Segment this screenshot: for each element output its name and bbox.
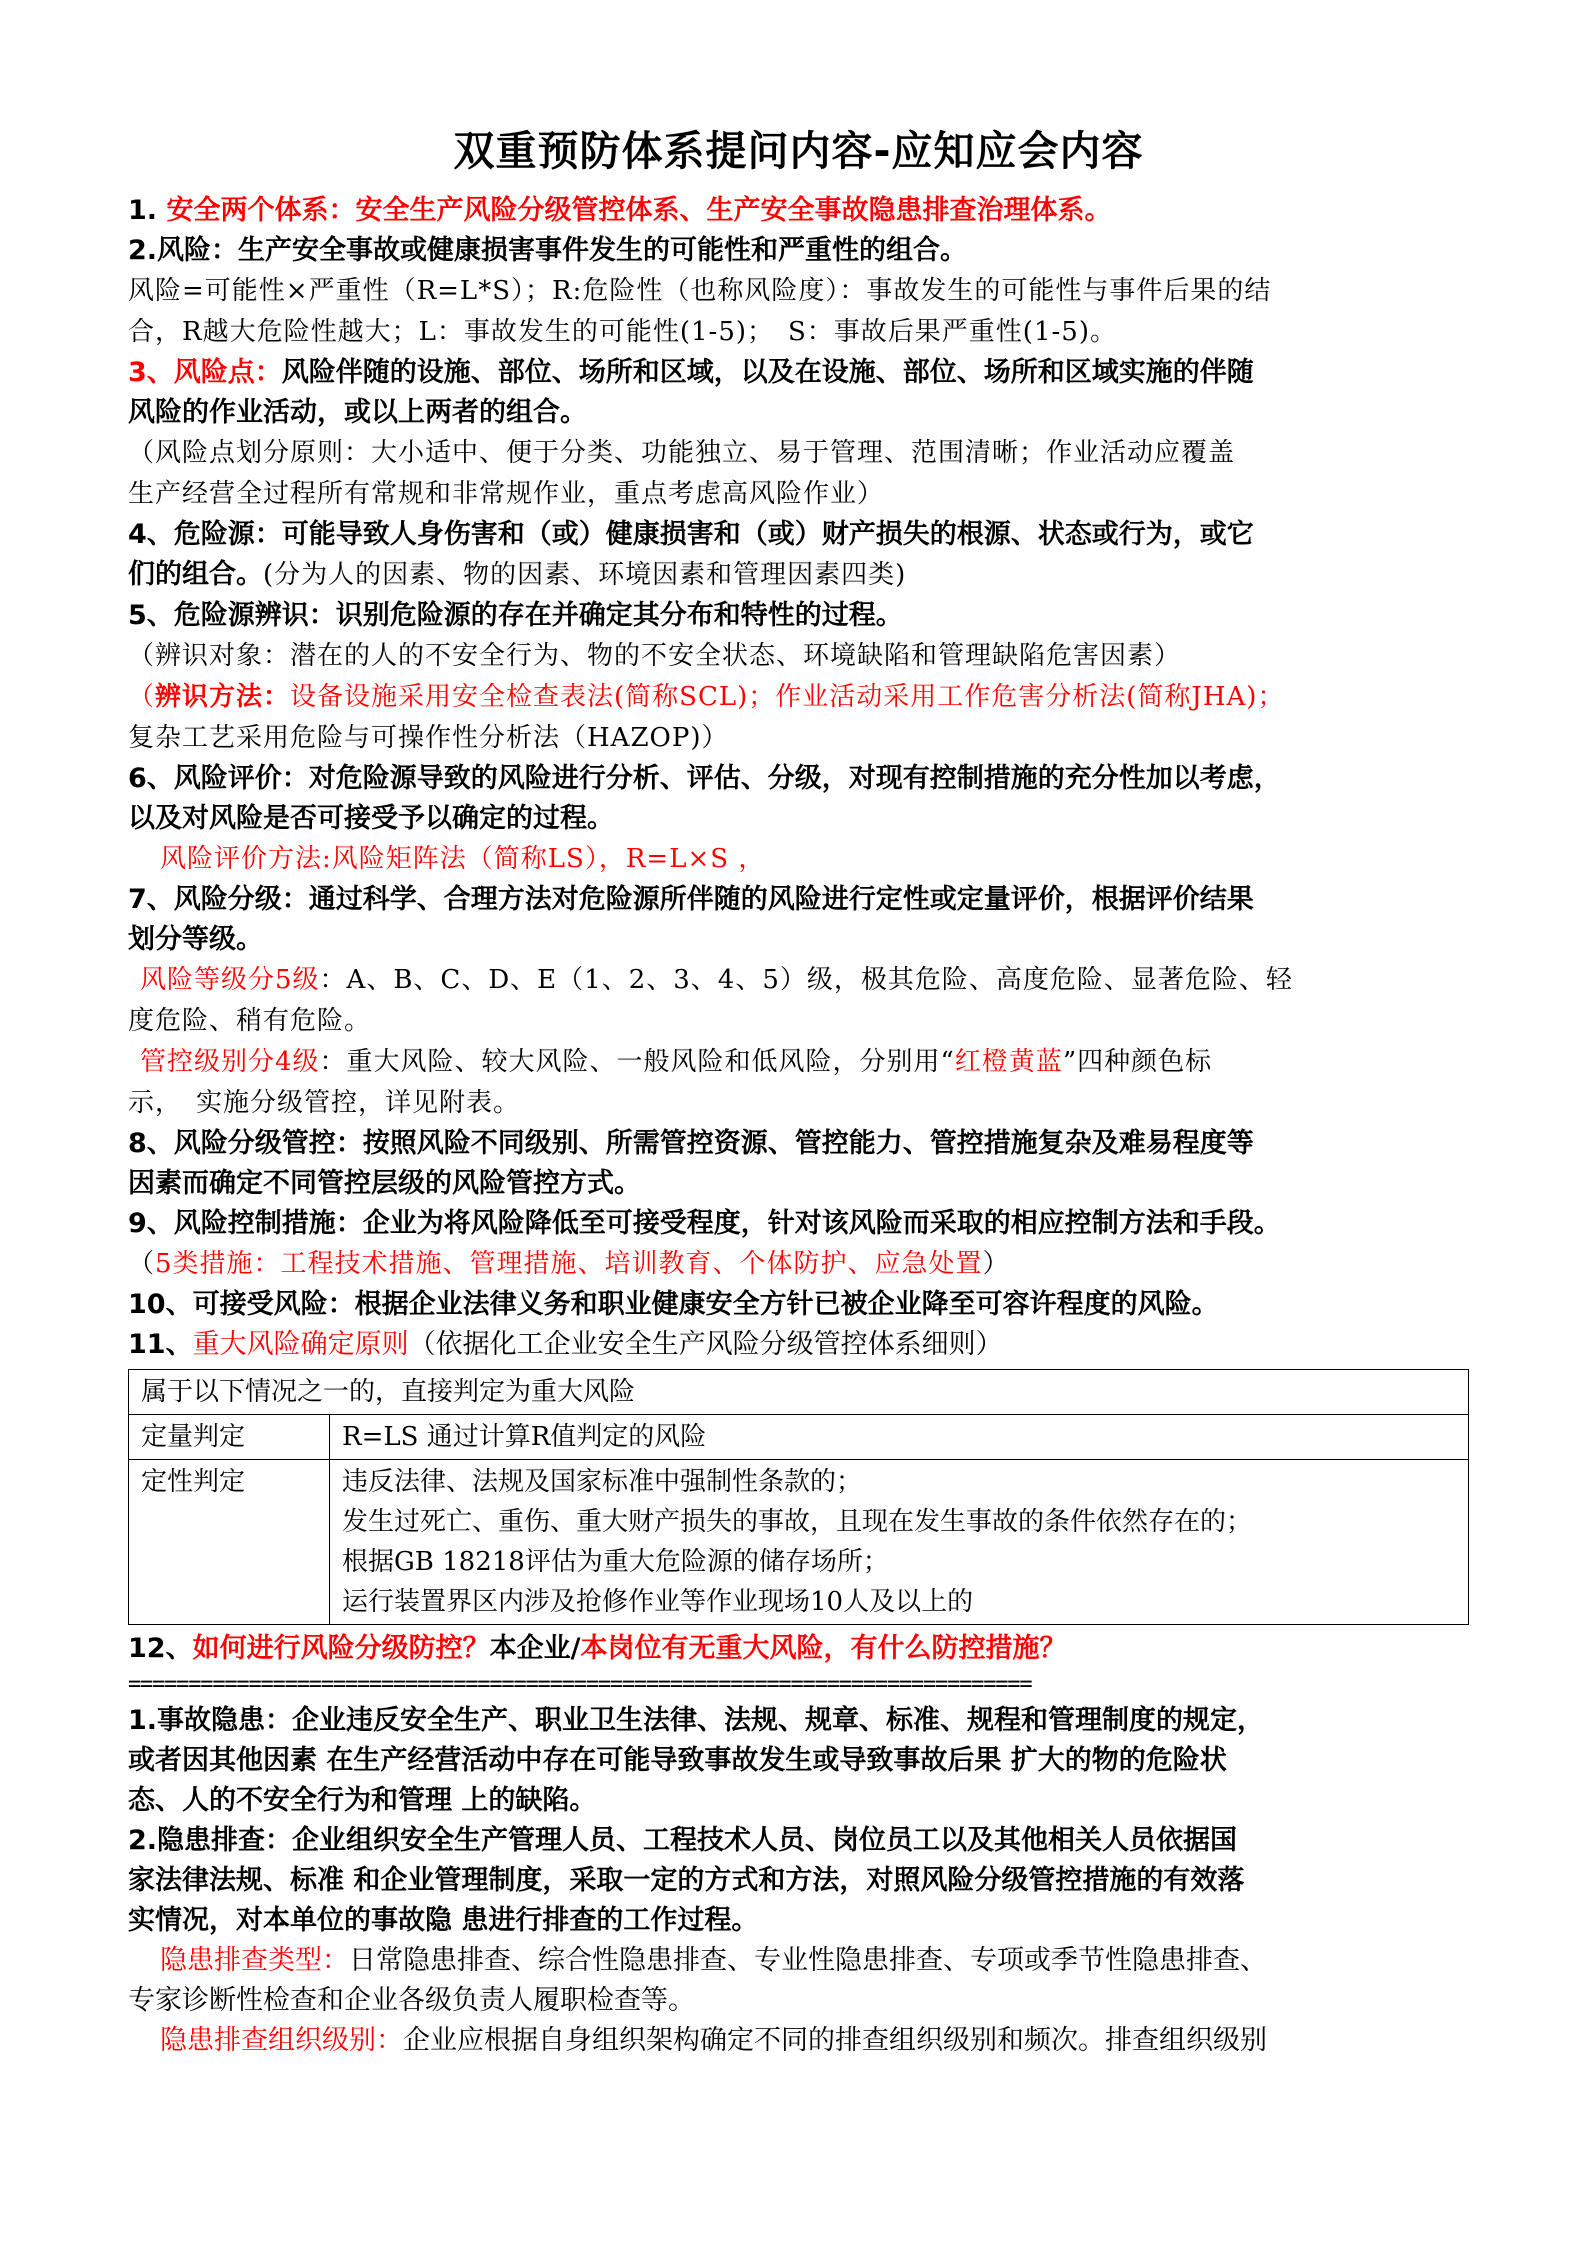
hazard-1-line-2: 或者因其他因素 在生产经营活动中存在可能导致事故发生或导致事故后果 扩大的物的危险状 [128, 1745, 1227, 1776]
hazard-2-line-1: 2.隐患排查：企业组织安全生产管理人员、工程技术人员、岗位员工以及其他相关人员依据国 [128, 1825, 1238, 1856]
hazard-2-line-2: 家法律法规、标准 和企业管理制度，采取一定的方式和方法，对照风险分级管控措施的有效落 [128, 1865, 1245, 1896]
item-12 [128, 1629, 1469, 1669]
item-7-control-line-2: 示， 实施分级管控，详见附表。 [128, 1088, 521, 1118]
table-header: 属于以下情况之一的，直接判定为重大风险 [129, 1370, 1469, 1415]
section-separator: =========================================================================== [128, 1672, 1032, 1697]
item-6-line-1: 6、风险评价：对危险源导致的风险进行分析、评估、分级，对现有控制措施的充分性加以考虑， [128, 763, 1281, 794]
item-2-heading: 2.风险：生产安全事故或健康损害事件发生的可能性和严重性的组合。 [128, 235, 968, 266]
item-9-close: ） [982, 1249, 1010, 1279]
item-7-control-label: 管控级别分4级 [140, 1047, 320, 1077]
item-9-open: （ [128, 1249, 156, 1279]
item-7-grades-text: ：A、B、C、D、E（1、2、3、4、5）级，极其危险、高度危险、显著危险、轻 [319, 965, 1293, 995]
item-12-num: 12、 [128, 1633, 193, 1664]
major-risk-table [128, 1369, 1469, 1625]
item-7-control [128, 1042, 1469, 1083]
item-1-num: 1. [128, 195, 158, 226]
item-4-text: 们的组合。 [128, 559, 263, 590]
hazard-3-label: 隐患排查类型： [160, 1945, 349, 1976]
hazard-3-text: 日常隐患排查、综合性隐患排查、专业性隐患排查、专项或季节性隐患排查、 [349, 1945, 1267, 1976]
item-2-line-1: 风险=可能性×严重性（R=L*S）；R:危险性（也称风险度）：事故发生的可能性与事件后果的结 [128, 276, 1272, 306]
item-9-line-1: 9、风险控制措施：企业为将风险降低至可接受程度，针对该风险而采取的相应控制方法和手段。 [128, 1208, 1281, 1239]
hazard-3-line-2: 专家诊断性检查和企业各级负责人履职检查等。 [128, 1985, 695, 2016]
item-3-note-1: （风险点划分原则：大小适中、便于分类、功能独立、易于管理、范围清晰；作业活动应覆盖 [128, 438, 1236, 468]
item-7-grades [128, 960, 1469, 1001]
table-header-row [129, 1370, 1469, 1415]
item-11-label: 重大风险确定原则 [192, 1329, 409, 1360]
item-5-heading: 5、危险源辨识：识别危险源的存在并确定其分布和特性的过程。 [128, 600, 903, 631]
item-12-question-1: 如何进行风险分级防控？ [192, 1633, 490, 1664]
item-9-measures-text: 5类措施：工程技术措施、管理措施、培训教育、个体防护、应急处置 [155, 1249, 983, 1279]
qualitative-item: 根据GB 18218评估为重大危险源的储存场所； [342, 1547, 889, 1577]
item-7-control-text: ：重大风险、较大风险、一般风险和低风险，分别用“ [319, 1047, 955, 1077]
item-8-line-1: 8、风险分级管控：按照风险不同级别、所需管控资源、管控能力、管控措施复杂及难易程度等 [128, 1128, 1254, 1159]
item-4-line-2 [128, 555, 1469, 596]
item-7-line-1: 7、风险分级：通过科学、合理方法对危险源所伴随的风险进行定性或定量评价，根据评价结果 [128, 884, 1254, 915]
item-11-num: 11、 [128, 1329, 193, 1360]
item-3-label: 3、风险点： [128, 357, 282, 388]
table-row [129, 1460, 1469, 1625]
item-5-method-text: 设备设施采用安全检查表法(简称SCL)；作业活动采用工作危害分析法(简称JHA)； [290, 682, 1285, 712]
item-5-method [128, 677, 1469, 718]
qualitative-item: 违反法律、法规及国家标准中强制性条款的； [342, 1467, 863, 1497]
item-12-question-2: 本岗位有无重大风险，有什么防控措施？ [580, 1633, 1067, 1664]
hazard-1-line-1: 1.事故隐患：企业违反安全生产、职业卫生法律、法规、规章、标准、规程和管理制度的规定， [128, 1705, 1265, 1736]
item-6-method: 风险评价方法:风险矩阵法（简称LS），R=L×S ， [160, 844, 766, 874]
item-5-method-line-2: 复杂工艺采用危险与可操作性分析法（HAZOP)） [128, 723, 729, 753]
hazard-4-levels [128, 2021, 1469, 2061]
item-8-line-2: 因素而确定不同管控层级的风险管控方式。 [128, 1168, 641, 1199]
item-3-line-1 [128, 353, 1469, 393]
qualitative-item: 运行装置界区内涉及抢修作业等作业现场10人及以上的 [342, 1587, 974, 1617]
hazard-4-text: 企业应根据自身组织架构确定不同的排查组织级别和频次。排查组织级别 [403, 2025, 1267, 2056]
document-title: 双重预防体系提问内容-应知应会内容 [453, 127, 1144, 175]
item-11-text: （依据化工企业安全生产风险分级管控体系细则） [408, 1329, 1003, 1360]
item-9-measures [128, 1244, 1469, 1285]
item-3-note-2: 生产经营全过程所有常规和非常规作业，重点考虑高风险作业） [128, 479, 885, 509]
item-5-method-open: （ [128, 682, 156, 712]
item-3-line-2: 风险的作业活动，或以上两者的组合。 [128, 397, 587, 428]
item-12-mid: 本企业/ [489, 1633, 581, 1664]
item-5-method-label: 辨识方法： [155, 682, 291, 712]
qualitative-item: 发生过死亡、重伤、重大财产损失的事故，且现在发生事故的条件依然存在的； [342, 1507, 1253, 1537]
item-11 [128, 1325, 1469, 1365]
item-10: 10、可接受风险：根据企业法律义务和职业健康安全方针已被企业降至可容许程度的风险。 [128, 1289, 1219, 1320]
item-5-note: （辨识对象：潜在的人的不安全行为、物的不安全状态、环境缺陷和管理缺陷危害因素） [128, 641, 1182, 671]
item-4-line-1: 4、危险源：可能导致人身伤害和（或）健康损害和（或）财产损失的根源、状态或行为，或它 [128, 519, 1254, 550]
item-7-control-text-end: ”四种颜色标 [1062, 1047, 1213, 1077]
item-1-text: 安全两个体系：安全生产风险分级管控体系、生产安全事故隐患排查治理体系。 [166, 195, 1112, 226]
hazard-2-line-3: 实情况，对本单位的事故隐 患进行排查的工作过程。 [128, 1905, 759, 1936]
table-cell-qualitative-desc [330, 1460, 1469, 1625]
item-3-text: 风险伴随的设施、部位、场所和区域，以及在设施、部位、场所和区域实施的伴随 [281, 357, 1254, 388]
hazard-4-label: 隐患排查组织级别： [160, 2025, 403, 2056]
hazard-3-types [128, 1941, 1469, 1981]
item-1 [128, 191, 1469, 231]
item-4-note: (分为人的因素、物的因素、环境因素和管理因素四类) [263, 560, 907, 590]
item-7-grades-label: 风险等级分5级 [140, 965, 320, 995]
table-cell-qualitative: 定性判定 [129, 1460, 330, 1625]
item-2-line-2: 合，R越大危险性越大；L：事故发生的可能性(1-5)； S：事故后果严重性(1-5)。 [128, 317, 1117, 347]
table-row [129, 1415, 1469, 1460]
item-7-line-2: 划分等级。 [128, 924, 263, 955]
item-7-control-colors: 红橙黄蓝 [954, 1047, 1063, 1077]
table-cell-quantitative: 定量判定 [129, 1415, 330, 1460]
item-7-grades-line-2: 度危险、稍有危险。 [128, 1006, 372, 1036]
item-6-line-2: 以及对风险是否可接受予以确定的过程。 [128, 803, 614, 834]
hazard-1-line-3: 态、人的不安全行为和管理 上的缺陷。 [128, 1785, 597, 1816]
table-cell-quantitative-desc: R=LS 通过计算R值判定的风险 [330, 1415, 1469, 1460]
